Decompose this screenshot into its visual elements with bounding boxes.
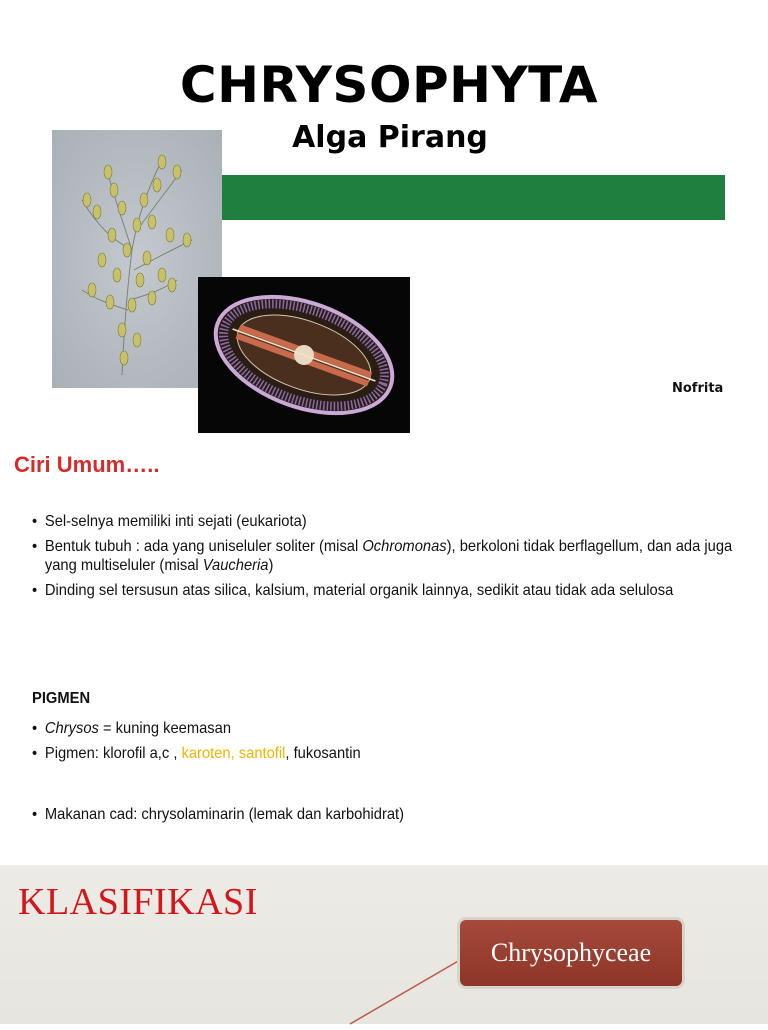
bullet-item	[32, 537, 735, 575]
italic-term: Chrysos	[44, 720, 99, 737]
class-node-chrysophyceae: Chrysophyceae	[457, 917, 685, 989]
text-span: )	[268, 557, 274, 574]
italic-term: Ochromonas	[362, 538, 447, 555]
text-span: ), berkoloni tidak berflagellum, dan ada juga yang multiseluler (misal	[44, 538, 733, 574]
bullet-item	[32, 581, 735, 600]
text-span: = kuning keemasan	[98, 720, 232, 737]
section-heading-pigmen: PIGMEN	[32, 690, 91, 707]
section-heading-ciri-umum: Ciri Umum…..	[14, 452, 160, 477]
bullet-item	[32, 719, 735, 738]
author-name: Nofrita	[672, 381, 724, 396]
text-span: Dinding sel tersusun atas silica, kalsium, material organik lainnya, sedikit atau tidak ada selulosa	[44, 582, 674, 599]
colony-micrograph	[52, 130, 222, 388]
text-span: Pigmen: klorofil a,c ,	[44, 745, 182, 762]
bullet-item	[32, 744, 735, 763]
pigmen-list	[32, 719, 732, 769]
text-span: , fukosantin	[285, 745, 361, 762]
text-span: Sel-selnya memiliki inti sejati (eukariota)	[44, 513, 307, 530]
slide-subtitle-text: Alga Pirang	[292, 120, 488, 155]
text-span: Makanan cad: chrysolaminarin (lemak dan karbohidrat)	[44, 806, 405, 823]
text-span: Bentuk tubuh : ada yang uniseluler soliter (misal	[44, 538, 363, 555]
slide-characteristics	[0, 435, 768, 865]
slide-title-text: CHRYSOPHYTA	[179, 56, 599, 114]
highlighted-text: karoten, santofil	[181, 745, 286, 762]
italic-term: Vaucheria	[202, 557, 269, 574]
ciri-umum-list	[32, 512, 732, 606]
food-reserve-list	[32, 805, 732, 830]
section-heading-klasifikasi: KLASIFIKASI	[18, 881, 258, 923]
diatom-micrograph	[198, 277, 410, 433]
bullet-item	[32, 512, 735, 531]
bullet-item	[32, 805, 735, 824]
